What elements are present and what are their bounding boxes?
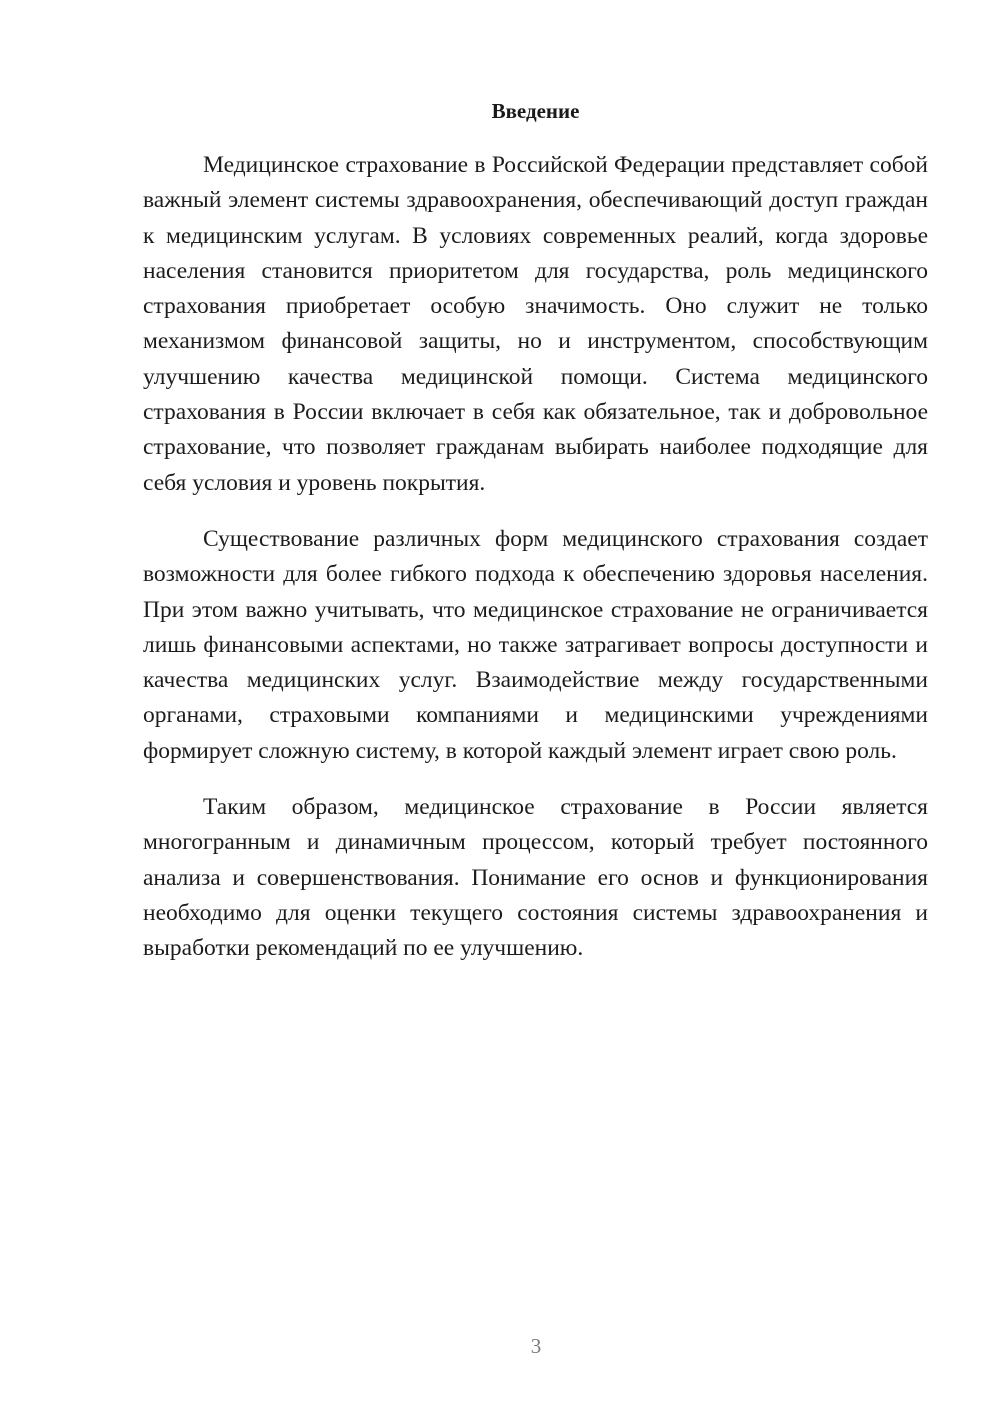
paragraph-2: Существование различных форм медицинского страхования создает возможности для более гибкого подхода к обеспечению здоровья населения. При этом важно учитывать, что медицинское страхование не ограничивается лишь финансовыми аспектами, но также затрагивает вопросы доступности и качества медицинских услуг. Взаимодействие между государственными органами, страховыми компаниями и медицинскими учреждениями формирует сложную систему, в которой каждый элемент играет свою роль. [143,525,928,764]
section-heading: Введение [491,99,580,123]
page-number: 3 [530,1334,542,1358]
page-content [143,96,928,988]
paragraph-3: Таким образом, медицинское страхование в России является многогранным и динамичным процессом, который требует постоянного анализа и совершенствования. Понимание его основ и функционирования необходимо для оценки текущего состояния системы здравоохранения и выработки рекомендаций по ее улучшению. [143,794,928,962]
paragraph-1: Медицинское страхование в Российской Федерации представляет собой важный элемент системы здравоохранения, обеспечивающий доступ граждан к медицинским услугам. В условиях современных реалий, когда здоровье населения становится приоритетом для государства, роль медицинского страхования приобретает особую значимость. Оно служит не только механизмом финансовой защиты, но и инструментом, способствующим улучшению качества медицинской помощи. Система медицинского страхования в России включает в себя как обязательное, так и добровольное страхование, что позволяет гражданам выбирать наиболее подходящие для себя условия и уровень покрытия. [143,152,928,496]
